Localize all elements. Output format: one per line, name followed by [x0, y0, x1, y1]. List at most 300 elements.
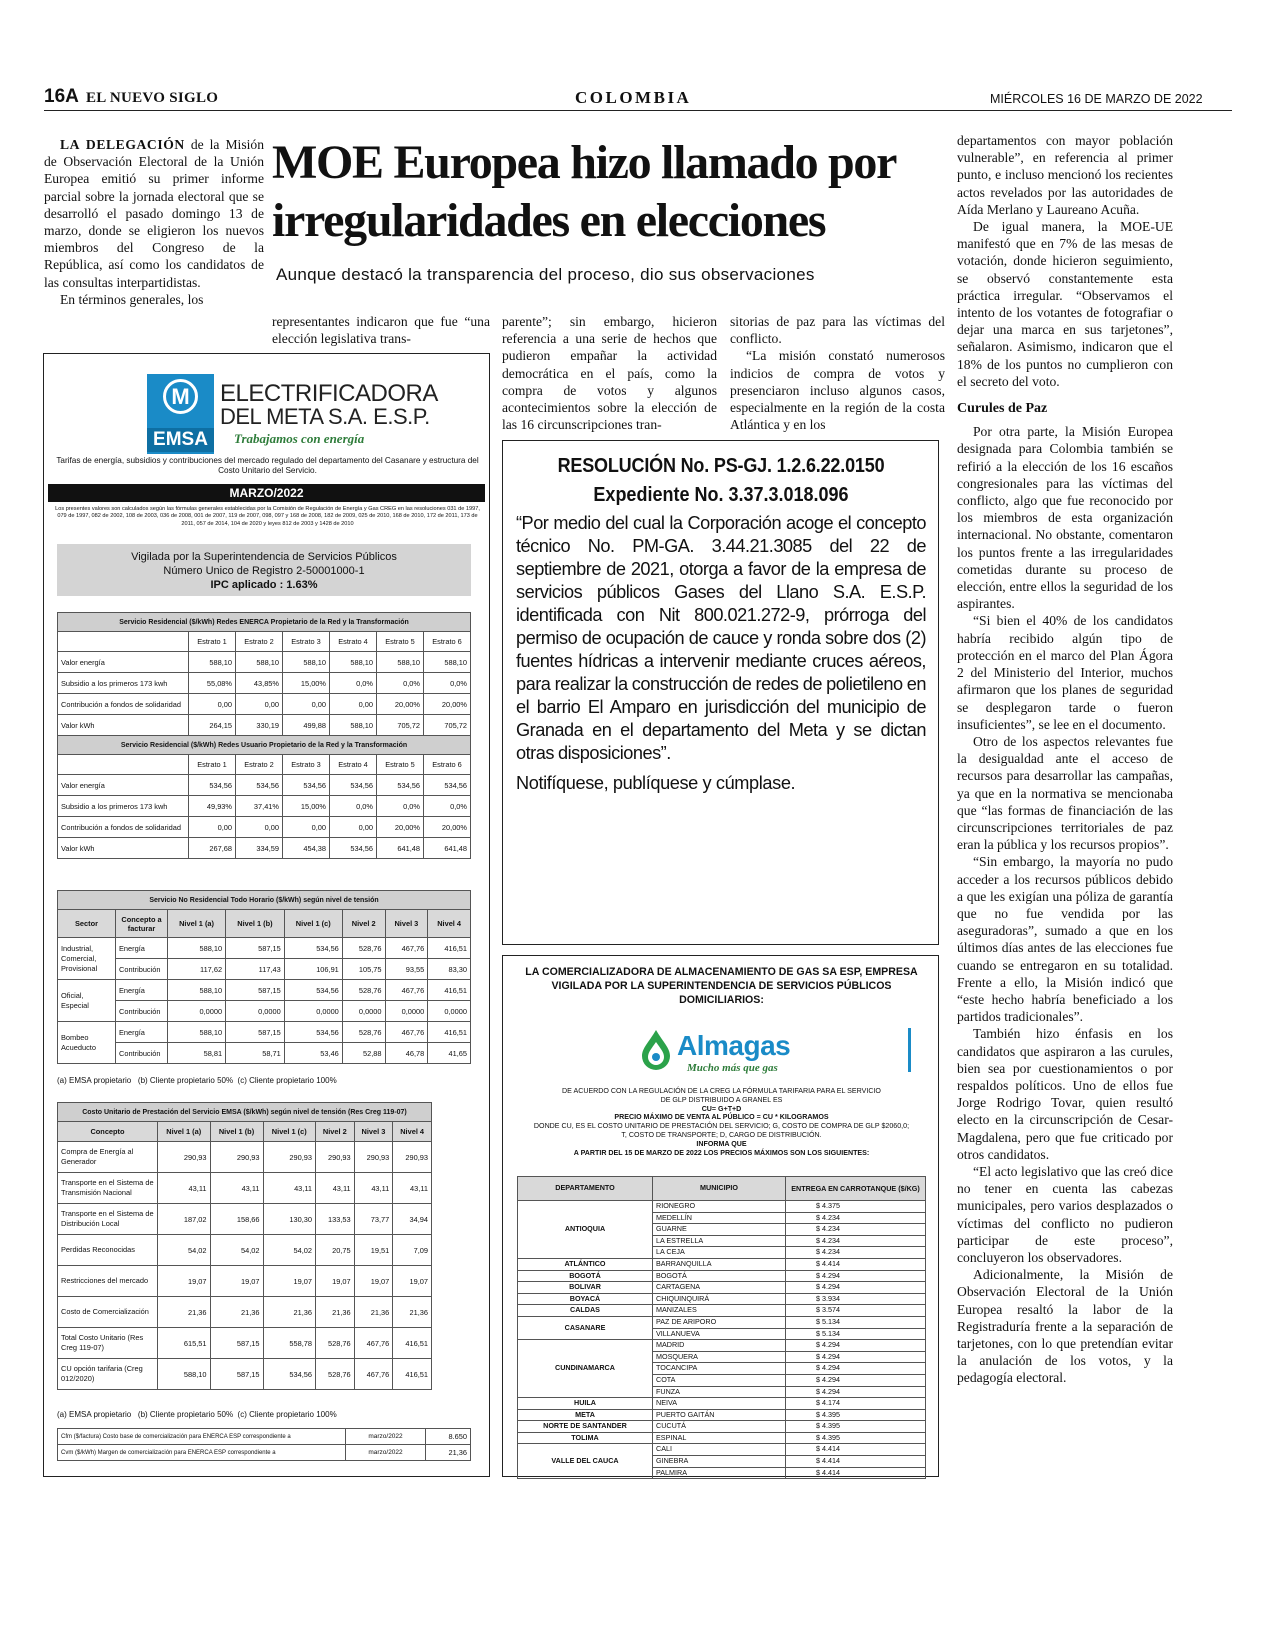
stratum-header: Estrato 1	[189, 755, 236, 775]
emsa-legend-1: (a) EMSA propietario (b) Cliente propietario 50% (c) Cliente propietario 100%	[57, 1076, 337, 1085]
nonres-value: 587,15	[226, 938, 285, 959]
emsa-ipc: IPC aplicado : 1.63%	[210, 579, 318, 591]
municipality-cell: LA ESTRELLA	[653, 1235, 786, 1247]
price-cell: $ 5.134	[786, 1316, 926, 1328]
cu-value: 587,15	[210, 1328, 263, 1359]
cu-value: 588,10	[158, 1359, 211, 1390]
cu-value: 43,11	[316, 1173, 355, 1204]
nonres-value: 105,75	[342, 959, 385, 980]
cu-value: 43,11	[210, 1173, 263, 1204]
tariff-value: 267,68	[189, 838, 236, 859]
cu-value: 21,36	[263, 1297, 316, 1328]
headline-line-2: irregularidades en elecciones	[272, 194, 826, 247]
nonres-value: 587,15	[226, 980, 285, 1001]
row-label: Valor energía	[58, 652, 189, 673]
cu-value: 19,07	[354, 1266, 393, 1297]
municipality-cell: VILLANUEVA	[653, 1328, 786, 1340]
article-column-2	[272, 313, 490, 347]
department-cell: CUNDINAMARCA	[518, 1340, 653, 1398]
empty-cell	[58, 632, 189, 652]
cu-header: Concepto	[58, 1122, 158, 1142]
issue-date: MIÉRCOLES 16 DE MARZO DE 2022	[990, 92, 1203, 106]
tariff-value: 588,10	[283, 652, 330, 673]
cu-value: 290,93	[210, 1142, 263, 1173]
resolution-body: “Por medio del cual la Corporación acoge el concepto técnico No. PM-GA. 3.44.21.3085 del 22 de septiembre de 2021, otorga a favor de la empresa de servicios públicos Gases del Llano S.A. E.S.P. identificada con Nit 800.021.272-9, prórroga del permiso de ocupación de cauce y ronda sobre dos (2) fuentes hídricas a intervenir mediante cruces aéreos, para realizar la construcción de redes de polietileno en el barrio El Amparo en jurisdicción del municipio de Granada en el departamento del Meta y se dictan otras disposiciones”.	[516, 513, 926, 763]
cu-concept: Restricciones del mercado	[58, 1266, 158, 1297]
cu-value: 19,07	[158, 1266, 211, 1297]
price-cell: $ 4.294	[786, 1374, 926, 1386]
municipality-cell: FUNZA	[653, 1386, 786, 1398]
nonres-value: 0,0000	[342, 1001, 385, 1022]
col3-text: parente”; sin embargo, hicieron referencia a una serie de hechos que pudieron empañar la actividad democrática en el país, como la compra de votos y algunos acontecimientos sobre la elección de las 16 circunscripciones tran-	[502, 314, 717, 433]
cu-value: 467,76	[354, 1359, 393, 1390]
right-paragraph-9: Adicionalmente, la Misión de Observación Electoral de la Unión Europea resaltó la labor de la Registraduría frente a la separación de tarjetones, con lo que pretendían evitar la anulación de los votos, y la pedagogía electoral.	[957, 1267, 1173, 1386]
unit-cost-table	[57, 1102, 432, 1390]
concept-label: Energía	[116, 938, 168, 959]
municipality-cell: GUARNE	[653, 1224, 786, 1236]
emsa-logo-letter: M	[171, 384, 190, 409]
nonres-value: 0,0000	[284, 1001, 342, 1022]
row-label: Valor kWh	[58, 715, 189, 736]
col1-paragraph: En términos generales, los	[60, 291, 204, 307]
nonres-value: 53,46	[284, 1043, 342, 1064]
tariff-value: 55,08%	[189, 673, 236, 694]
right-paragraph-3: Por otra parte, la Misión Europea designada para Colombia también se refirió a la elección de los 16 escaños congresionales para las víctimas del conflicto, algo que fue reconocido por los miembros de esta organización internacional. No obstante, comentaron los puntos frente a las irregularidades cometidas durante su proceso de elección, entre ellos la seguridad de los aspirantes.	[957, 424, 1173, 612]
department-cell: HUILA	[518, 1398, 653, 1410]
nonres-header: Concepto a facturar	[116, 910, 168, 938]
cu-value: 19,07	[393, 1266, 432, 1297]
almagas-ad	[502, 955, 939, 1477]
nonres-value: 587,15	[226, 1022, 285, 1043]
department-cell: CALDAS	[518, 1305, 653, 1317]
tariff-value: 588,10	[377, 652, 424, 673]
nonres-value: 0,0000	[385, 1001, 428, 1022]
empty-cell	[58, 755, 189, 775]
cu-value: 21,36	[393, 1297, 432, 1328]
nonres-value: 534,56	[284, 980, 342, 1001]
municipality-cell: CHIQUINQUIRÁ	[653, 1293, 786, 1305]
nonres-value: 467,76	[385, 938, 428, 959]
price-cell: $ 4.174	[786, 1398, 926, 1410]
cu-value: 7,09	[393, 1235, 432, 1266]
emsa-residential-tables	[57, 612, 471, 859]
nonres-value: 416,51	[428, 1022, 471, 1043]
tariff-value: 705,72	[424, 715, 471, 736]
tariff-value: 0,0%	[424, 673, 471, 694]
tariff-value: 15,00%	[283, 673, 330, 694]
nonres-header: Nivel 2	[342, 910, 385, 938]
cu-value: 21,36	[210, 1297, 263, 1328]
cu-concept: Compra de Energía al Generador	[58, 1142, 158, 1173]
row-label: Valor energía	[58, 775, 189, 796]
tariff-value: 588,10	[424, 652, 471, 673]
tariff-value: 534,56	[236, 775, 283, 796]
article-lead-column	[44, 136, 264, 308]
newspaper-name: EL NUEVO SIGLO	[86, 90, 219, 106]
almagas-drop-icon	[639, 1028, 673, 1070]
price-cell: $ 4.234	[786, 1235, 926, 1247]
cu-concept: Transporte en el Sistema de Transmisión Nacional	[58, 1173, 158, 1204]
row-label: Subsidio a los primeros 173 kwh	[58, 796, 189, 817]
emsa-vigilada-box	[57, 544, 471, 596]
emsa-foot-wrap	[57, 1428, 471, 1461]
cu-value: 21,36	[354, 1297, 393, 1328]
price-cell: $ 4.414	[786, 1467, 926, 1479]
tariff-value: 264,15	[189, 715, 236, 736]
nonres-value: 0,0000	[428, 1001, 471, 1022]
nonres-header: Sector	[58, 910, 116, 938]
tariff-value: 330,19	[236, 715, 283, 736]
nonres-header: Nivel 3	[385, 910, 428, 938]
municipality-cell: MANIZALES	[653, 1305, 786, 1317]
almagas-text-5: DONDE CU, ES EL COSTO UNITARIO DE PRESTACIÓN DEL SERVICIO; G, COSTO DE COMPRA DE GLP $2060,0;	[533, 1122, 910, 1131]
tariff-value: 20,00%	[377, 694, 424, 715]
header-rule	[44, 110, 1232, 111]
almagas-brand: Almagas	[677, 1030, 791, 1061]
municipality-cell: MOSQUERA	[653, 1351, 786, 1363]
tariff-value: 0,0%	[377, 796, 424, 817]
nonresidential-tariff-table	[57, 890, 471, 1064]
cu-value: 158,66	[210, 1204, 263, 1235]
emsa-name-1: ELECTRIFICADORA	[220, 380, 438, 407]
cu-header: Nivel 1 (b)	[210, 1122, 263, 1142]
tariff-value: 0,0%	[424, 796, 471, 817]
emsa-logo	[147, 374, 214, 454]
price-cell: $ 4.294	[786, 1340, 926, 1352]
tariff-value: 15,00%	[283, 796, 330, 817]
row-label: Contribución a fondos de solidaridad	[58, 694, 189, 715]
gas-header: MUNICIPIO	[653, 1177, 786, 1201]
price-cell: $ 4.414	[786, 1444, 926, 1456]
tariff-value: 0,00	[283, 817, 330, 838]
municipality-cell: ESPINAL	[653, 1432, 786, 1444]
cu-concept: Perdidas Reconocidas	[58, 1235, 158, 1266]
price-cell: $ 4.294	[786, 1270, 926, 1282]
emsa-slogan: Trabajamos con energía	[234, 431, 365, 446]
nonres-value: 83,30	[428, 959, 471, 980]
nonres-header: Nivel 1 (b)	[226, 910, 285, 938]
cu-value: 133,53	[316, 1204, 355, 1235]
cu-value: 21,36	[316, 1297, 355, 1328]
stratum-header: Estrato 2	[236, 755, 283, 775]
article-column-3	[502, 313, 717, 433]
emsa-vigilada-1: Vigilada por la Superintendencia de Servicios Públicos	[131, 551, 397, 563]
right-paragraph-6: “Sin embargo, la mayoría no pudo acceder a los recursos públicos debido a que les exigían una póliza de garantía que no fue vendida por las aseguradoras”, sumado a que en los últimos días antes de las elecciones fue cuando se entregaron en su totalidad. Frente a ello, la Misión indicó que “este hecho habría beneficiado a los partidos tradicionales”.	[957, 854, 1173, 1025]
municipality-cell: TOCANCIPA	[653, 1363, 786, 1375]
municipality-cell: BOGOTÁ	[653, 1270, 786, 1282]
headline-line-1: MOE Europea hizo llamado por	[272, 136, 897, 189]
tariff-value: 0,00	[189, 694, 236, 715]
nonres-table-title: Servicio No Residencial Todo Horario ($/kWh) según nivel de tensión	[58, 891, 471, 910]
cu-table-title: Costo Unitario de Prestación del Servicio EMSA ($/kWh) según nivel de tensión (Res Creg 119-07)	[58, 1103, 432, 1122]
municipality-cell: CUCUTÁ	[653, 1421, 786, 1433]
nonres-value: 416,51	[428, 938, 471, 959]
emsa-legend-2: (a) EMSA propietario (b) Cliente propietario 50% (c) Cliente propietario 100%	[57, 1410, 337, 1419]
tariff-value: 588,10	[330, 715, 377, 736]
nonres-value: 93,55	[385, 959, 428, 980]
nonres-value: 106,91	[284, 959, 342, 980]
nonres-value: 528,76	[342, 980, 385, 1001]
cu-value: 290,93	[316, 1142, 355, 1173]
almagas-formula-text	[515, 1087, 928, 1157]
nonres-header: Nivel 1 (c)	[284, 910, 342, 938]
nonres-value: 534,56	[284, 938, 342, 959]
price-cell: $ 4.294	[786, 1282, 926, 1294]
sector-label: Bombeo Acueducto	[58, 1022, 116, 1064]
cu-value: 43,11	[158, 1173, 211, 1204]
residential-table-title: Servicio Residencial ($/kWh) Redes ENERCA Propietario de la Red y la Transformación	[58, 613, 471, 632]
gas-price-table	[517, 1176, 926, 1479]
almagas-text-7: INFORMA QUE	[696, 1139, 747, 1148]
price-cell: $ 4.234	[786, 1247, 926, 1259]
department-cell: VALLE DEL CAUCA	[518, 1444, 653, 1479]
nonres-value: 588,10	[168, 980, 226, 1001]
row-label: Valor kWh	[58, 838, 189, 859]
gas-header: DEPARTAMENTO	[518, 1177, 653, 1201]
subheadline: Aunque destacó la transparencia del proceso, dio sus observaciones	[276, 265, 815, 284]
right-paragraph-4: “Si bien el 40% de los candidatos habría recibido algún tipo de protección en el marco del Plan Ágora 2 del Ministerio del Interior, muchos afirmaron que los planes de seguridad se desplegaron tarde o fueron insuficientes”, se lee en el documento.	[957, 613, 1173, 732]
tariff-value: 0,00	[283, 694, 330, 715]
residential-table-title: Servicio Residencial ($/kWh) Redes Usuario Propietario de la Red y la Transformación	[58, 736, 471, 755]
almagas-text-2: DE GLP DISTRIBUIDO A GRANEL ES	[660, 1095, 783, 1104]
article-column-4	[730, 313, 945, 433]
tariff-value: 0,00	[330, 817, 377, 838]
cu-value: 43,11	[354, 1173, 393, 1204]
cu-value: 73,77	[354, 1204, 393, 1235]
almagas-slogan: Mucho más que gas	[687, 1062, 778, 1074]
stratum-header: Estrato 6	[424, 755, 471, 775]
headline	[272, 134, 962, 250]
price-cell: $ 4.414	[786, 1258, 926, 1270]
price-cell: $ 4.234	[786, 1224, 926, 1236]
right-paragraph-5: Otro de los aspectos relevantes fue la desigualdad ante el acceso de recursos para desarrollar las campañas, ya que en la normativa se mencionaba que “las formas de financiación de las circunscripciones territoriales de paz eran la pública y los recursos propios”.	[957, 733, 1173, 853]
cu-value: 187,02	[158, 1204, 211, 1235]
section-name: COLOMBIA	[575, 88, 692, 107]
right-paragraph-2: De igual manera, la MOE-UE manifestó que en 7% de las mesas de votación, donde hicieron seguimiento, se observó constantemente esta práctica irregular. “Observamos el intento de los votantes de fotografiar o dejar una marca en sus tarjetones”, señalaron. Asimismo, indicaron que el 18% de los puntos no cumplieron con el secreto del voto.	[957, 219, 1173, 389]
cu-value: 416,51	[393, 1359, 432, 1390]
municipality-cell: MEDELLÍN	[653, 1212, 786, 1224]
cu-value: 615,51	[158, 1328, 211, 1359]
cu-value: 290,93	[158, 1142, 211, 1173]
tariff-value: 534,56	[189, 775, 236, 796]
commercialization-table	[57, 1428, 471, 1461]
tariff-value: 499,88	[283, 715, 330, 736]
tariff-value: 534,56	[330, 775, 377, 796]
resolution-title: RESOLUCIÓN No. PS-GJ. 1.2.6.22.0150	[557, 455, 885, 477]
foot-month: marzo/2022	[346, 1445, 426, 1461]
concept-label: Contribución	[116, 1043, 168, 1064]
price-cell: $ 4.375	[786, 1201, 926, 1213]
municipality-cell: RIONEGRO	[653, 1201, 786, 1213]
cu-concept: CU opción tarifaria (Creg 012/2020)	[58, 1359, 158, 1390]
cu-header: Nivel 3	[354, 1122, 393, 1142]
price-cell: $ 3.934	[786, 1293, 926, 1305]
almagas-text-6: T, COSTO DE TRANSPORTE; D, CARGO DE DISTRIBUCIÓN.	[621, 1130, 822, 1139]
tariff-value: 588,10	[236, 652, 283, 673]
emsa-regulation-note: Los presentes valores son calculados según las fórmulas generales establecidas por la Comisión de Regulación de Energía y Gas CREG en las resoluciones 031 de 1997, 079 de 1997, 082 de 2002, 108 de 2003, 036 de 2008, 001 de 2007, 119 de 2007, 098, 097 y 168 de 2008, 182 de 2009, 025 de 2010, 168 de 2010, 172 de 2011, 173 de 2011, 057 de 2014, 104 de 2020 y leyes 812 de 2003 y 1428 de 2010	[55, 506, 480, 527]
cu-value: 54,02	[210, 1235, 263, 1266]
tariff-value: 534,56	[283, 775, 330, 796]
cu-concept: Transporte en el Sistema de Distribución Local	[58, 1204, 158, 1235]
tariff-value: 0,0%	[330, 673, 377, 694]
nonres-value: 46,78	[385, 1043, 428, 1064]
municipality-cell: PUERTO GAITÁN	[653, 1409, 786, 1421]
tariff-value: 534,56	[330, 838, 377, 859]
stratum-header: Estrato 3	[283, 755, 330, 775]
nonres-value: 588,10	[168, 1022, 226, 1043]
municipality-cell: BARRANQUILLA	[653, 1258, 786, 1270]
concept-label: Energía	[116, 1022, 168, 1043]
lightbulb-icon	[163, 379, 198, 414]
right-paragraph-1: departamentos con mayor población vulnerable”, en referencia al primer punto, e incluso mencionó los recientes actos revelados por las autoridades de Aída Merlano y Laureano Acuña.	[957, 133, 1173, 217]
price-cell: $ 4.395	[786, 1432, 926, 1444]
nonres-value: 416,51	[428, 980, 471, 1001]
emsa-logo-word: EMSA	[147, 428, 214, 452]
cu-value: 34,94	[393, 1204, 432, 1235]
residential-tariff-table	[57, 612, 471, 859]
department-cell: META	[518, 1409, 653, 1421]
emsa-intro: Tarifas de energía, subsidios y contribuciones del mercado regulado del departamento del Casanare y estructura del Costo Unitario del Servicio.	[56, 456, 479, 475]
foot-concept: Cvm ($/kWh) Margen de comercialización para ENERCA ESP correspondiente a	[58, 1445, 346, 1461]
row-label: Subsidio a los primeros 173 kwh	[58, 673, 189, 694]
price-cell: $ 4.234	[786, 1212, 926, 1224]
cu-value: 528,76	[316, 1359, 355, 1390]
nonres-value: 467,76	[385, 980, 428, 1001]
emsa-name-2: DEL META S.A. E.S.P.	[220, 404, 430, 429]
concept-label: Energía	[116, 980, 168, 1001]
municipality-cell: PAZ DE ARIPORO	[653, 1316, 786, 1328]
cu-value: 290,93	[263, 1142, 316, 1173]
emsa-nonres-wrap	[57, 890, 471, 1064]
stratum-header: Estrato 5	[377, 755, 424, 775]
cu-value: 19,51	[354, 1235, 393, 1266]
cu-value: 534,56	[263, 1359, 316, 1390]
department-cell: CASANARE	[518, 1316, 653, 1339]
cu-value: 19,07	[316, 1266, 355, 1297]
nonres-value: 534,56	[284, 1022, 342, 1043]
tariff-value: 20,00%	[424, 817, 471, 838]
municipality-cell: COTA	[653, 1374, 786, 1386]
lead-text: de la Misión de Observación Electoral de la Unión Europea emitió su primer informe parcial sobre la jornada electoral que se desarrolló el pasado domingo 13 de marzo, donde se eligieron los nuevos miembros del Congreso de la República, así como los candidatos de las consultas interpartidistas.	[44, 137, 264, 290]
cu-value: 130,30	[263, 1204, 316, 1235]
stratum-header: Estrato 2	[236, 632, 283, 652]
lead-cap: LA DELEGACIÓN	[60, 137, 185, 152]
tariff-value: 37,41%	[236, 796, 283, 817]
concept-label: Contribución	[116, 1001, 168, 1022]
department-cell: BOLIVAR	[518, 1282, 653, 1294]
emsa-vigilada-2: Número Unico de Registro 2-50001000-1	[163, 565, 365, 577]
tariff-value: 0,0%	[330, 796, 377, 817]
price-cell: $ 4.294	[786, 1351, 926, 1363]
stratum-header: Estrato 3	[283, 632, 330, 652]
foot-value: 8.650	[426, 1429, 471, 1445]
tariff-value: 588,10	[189, 652, 236, 673]
foot-month: marzo/2022	[346, 1429, 426, 1445]
stratum-header: Estrato 4	[330, 632, 377, 652]
tariff-value: 334,59	[236, 838, 283, 859]
tariff-value: 641,48	[377, 838, 424, 859]
municipality-cell: LA CEJA	[653, 1247, 786, 1259]
department-cell: NORTE DE SANTANDER	[518, 1421, 653, 1433]
nonres-header: Nivel 4	[428, 910, 471, 938]
department-cell: TOLIMA	[518, 1432, 653, 1444]
tariff-value: 454,38	[283, 838, 330, 859]
cu-value: 21,36	[158, 1297, 211, 1328]
tariff-value: 0,00	[236, 694, 283, 715]
cu-value: 587,15	[210, 1359, 263, 1390]
almagas-text-8: A PARTIR DEL 15 DE MARZO DE 2022 LOS PRECIOS MÁXIMOS SON LOS SIGUIENTES:	[573, 1148, 870, 1157]
tariff-value: 43,85%	[236, 673, 283, 694]
subhead-curules: Curules de Paz	[957, 401, 1048, 417]
municipality-cell: GINEBRA	[653, 1456, 786, 1468]
nonres-value: 41,65	[428, 1043, 471, 1064]
cu-concept: Costo de Comercialización	[58, 1297, 158, 1328]
cu-value: 290,93	[393, 1142, 432, 1173]
price-cell: $ 4.294	[786, 1386, 926, 1398]
department-cell: ANTIOQUIA	[518, 1201, 653, 1259]
almagas-text-4: PRECIO MÁXIMO DE VENTA AL PÚBLICO = CU * KILOGRAMOS	[614, 1113, 829, 1122]
cu-value: 19,07	[263, 1266, 316, 1297]
foot-value: 21,36	[426, 1445, 471, 1461]
col4-paragraph-2: “La misión constató numerosos indicios de compra de votos y presenciaron incluso algunos casos, especialmente en la región de la costa Atlántica y en los	[730, 348, 945, 433]
stratum-header: Estrato 5	[377, 632, 424, 652]
almagas-text-3: CU= G+T+D	[701, 1104, 742, 1113]
tariff-value: 534,56	[424, 775, 471, 796]
nonres-value: 588,10	[168, 938, 226, 959]
nonres-value: 117,43	[226, 959, 285, 980]
nonres-value: 58,71	[226, 1043, 285, 1064]
cu-value: 54,02	[158, 1235, 211, 1266]
cu-value: 528,76	[316, 1328, 355, 1359]
gas-header: ENTREGA EN CARROTANQUE ($/KG)	[786, 1177, 926, 1201]
tariff-value: 0,00	[189, 817, 236, 838]
municipality-cell: PALMIRA	[653, 1467, 786, 1479]
nonres-value: 528,76	[342, 938, 385, 959]
nonres-value: 52,88	[342, 1043, 385, 1064]
tariff-value: 0,00	[236, 817, 283, 838]
cu-value: 43,11	[263, 1173, 316, 1204]
municipality-cell: NEIVA	[653, 1398, 786, 1410]
cu-header: Nivel 1 (c)	[263, 1122, 316, 1142]
price-cell: $ 4.414	[786, 1456, 926, 1468]
nonres-value: 0,0000	[168, 1001, 226, 1022]
almagas-text-1: DE ACUERDO CON LA REGULACIÓN DE LA CREG LA FÓRMULA TARIFARIA PARA EL SERVICIO	[562, 1087, 881, 1095]
page-number: 16A	[44, 86, 79, 107]
stratum-header: Estrato 1	[189, 632, 236, 652]
cu-header: Nivel 2	[316, 1122, 355, 1142]
col4-paragraph-1: sitorias de paz para las víctimas del conflicto.	[730, 314, 945, 347]
cu-value: 43,11	[393, 1173, 432, 1204]
nonres-value: 467,76	[385, 1022, 428, 1043]
sector-label: Oficial, Especial	[58, 980, 116, 1022]
price-cell: $ 5.134	[786, 1328, 926, 1340]
price-cell: $ 4.395	[786, 1409, 926, 1421]
department-cell: ATLÁNTICO	[518, 1258, 653, 1270]
right-paragraph-7: También hizo énfasis en los candidatos que aspiraron a las curules, bien sea por cuestionamientos o por respaldos políticos. Uno de ellos fue Jorge Rodrigo Tovar, quien resultó electo en la circunscripción de Cesar-Magdalena, pero que fue criticado por otros candidatos.	[957, 1026, 1173, 1162]
nonres-value: 58,81	[168, 1043, 226, 1064]
sector-label: Industrial, Comercial, Provisional	[58, 938, 116, 980]
nonres-value: 528,76	[342, 1022, 385, 1043]
almagas-table-wrap	[517, 1176, 926, 1479]
price-cell: $ 4.395	[786, 1421, 926, 1433]
emsa-cu-wrap	[57, 1102, 432, 1390]
cu-value: 416,51	[393, 1328, 432, 1359]
emsa-month-banner: MARZO/2022	[48, 484, 485, 502]
tariff-value: 20,00%	[377, 817, 424, 838]
superintendencia-seal-icon	[908, 1028, 916, 1072]
tariff-value: 588,10	[330, 652, 377, 673]
cu-value: 54,02	[263, 1235, 316, 1266]
